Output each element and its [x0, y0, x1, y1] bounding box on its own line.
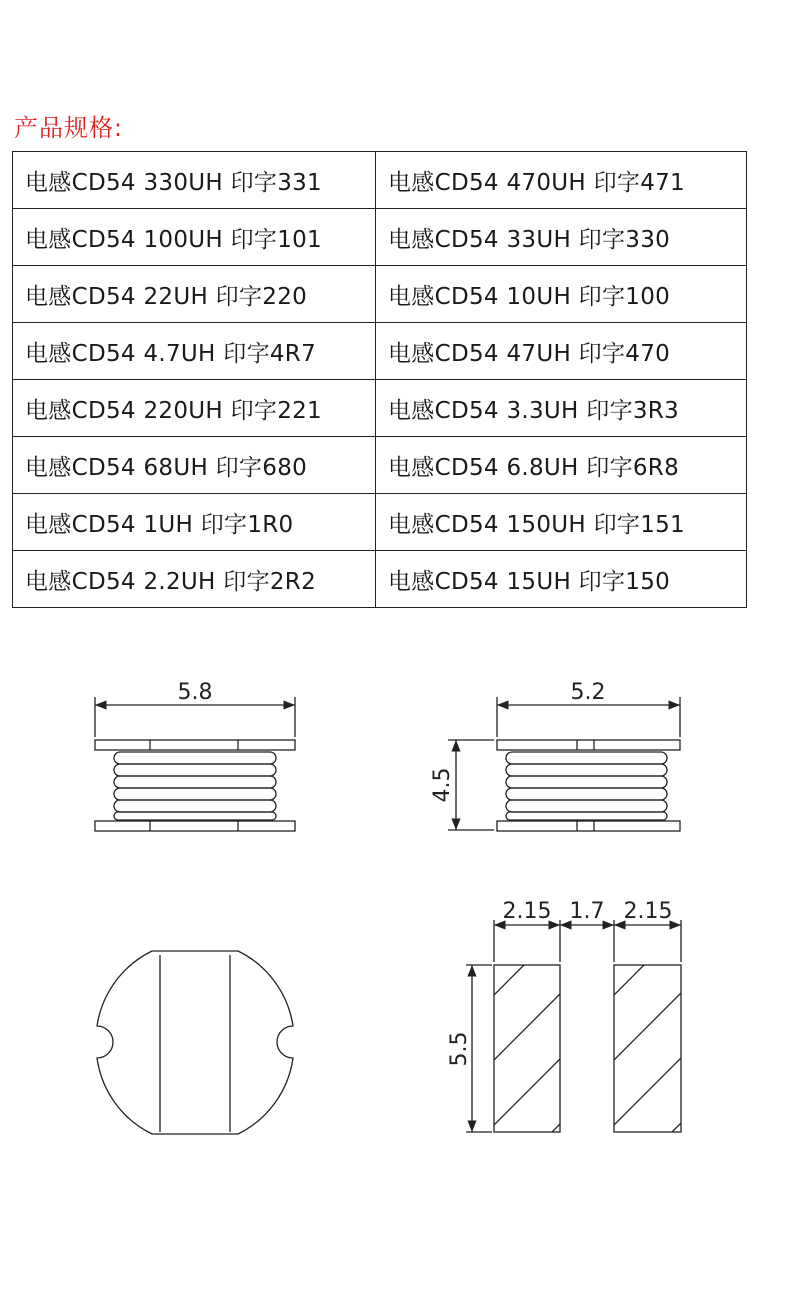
table-cell: 电感CD54 68UH 印字680 — [13, 437, 376, 494]
table-cell: 电感CD54 15UH 印字150 — [376, 551, 747, 608]
table-cell: 电感CD54 6.8UH 印字6R8 — [376, 437, 747, 494]
table-cell: 电感CD54 2.2UH 印字2R2 — [13, 551, 376, 608]
table-cell: 电感CD54 33UH 印字330 — [376, 209, 747, 266]
table-cell: 电感CD54 470UH 印字471 — [376, 152, 747, 209]
pad-width-right-label: 2.15 — [623, 899, 673, 924]
top-view-drawing — [97, 951, 293, 1134]
pad-layout-drawing — [447, 899, 681, 1190]
table-cell: 电感CD54 47UH 印字470 — [376, 323, 747, 380]
table-cell: 电感CD54 330UH 印字331 — [13, 152, 376, 209]
pad-left — [494, 965, 560, 1132]
front-width-label: 5.8 — [177, 680, 213, 705]
side-height-label: 4.5 — [430, 767, 455, 803]
table-cell: 电感CD54 220UH 印字221 — [13, 380, 376, 437]
side-view-drawing — [430, 680, 680, 831]
table-cell: 电感CD54 1UH 印字1R0 — [13, 494, 376, 551]
table-cell: 电感CD54 150UH 印字151 — [376, 494, 747, 551]
front-view-drawing — [95, 680, 295, 831]
table-cell: 电感CD54 4.7UH 印字4R7 — [13, 323, 376, 380]
pad-length-label: 5.5 — [447, 1031, 472, 1067]
table-cell: 电感CD54 22UH 印字220 — [13, 266, 376, 323]
page-title: 产品规格: — [14, 114, 124, 142]
table-cell: 电感CD54 100UH 印字101 — [13, 209, 376, 266]
side-width-label: 5.2 — [570, 680, 606, 705]
pad-gap-label: 1.7 — [569, 899, 605, 924]
table-cell: 电感CD54 10UH 印字100 — [376, 266, 747, 323]
pad-width-left-label: 2.15 — [502, 899, 552, 924]
table-cell: 电感CD54 3.3UH 印字3R3 — [376, 380, 747, 437]
pad-right — [614, 965, 681, 1132]
